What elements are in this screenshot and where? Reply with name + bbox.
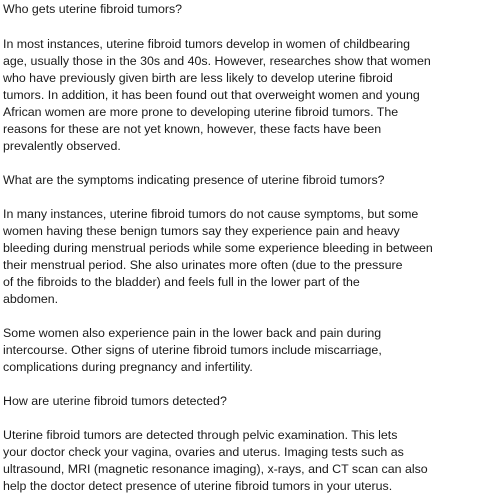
paragraph-line: complications during pregnancy and infertility. [3,360,253,374]
paragraph-line: help the doctor detect presence of uterine fibroid tumors in your uterus. [3,479,393,493]
paragraph-symptoms [3,206,485,308]
paragraph-line: African women are more prone to developing uterine fibroid tumors. The [3,105,399,119]
paragraph-line: of the fibroids to the bladder) and feels full in the lower part of the [3,275,360,289]
paragraph-line: age, usually those in the 30s and 40s. However, researches show that women [3,54,431,68]
paragraph-detection [3,427,485,495]
heading-line: How are uterine fibroid tumors detected? [3,394,227,408]
paragraph-line: reasons for these are not yet known, however, these facts have been [3,122,382,136]
paragraph-risk-factors [3,36,485,155]
paragraph-line: intercourse. Other signs of uterine fibroid tumors include miscarriage, [3,343,382,357]
paragraph-line: women having these benign tumors say they experience pain and heavy [3,224,400,238]
paragraph-line: ultrasound, MRI (magnetic resonance imaging), x-rays, and CT scan can also [3,462,428,476]
paragraph-line: bleeding during menstrual periods while some experience bleeding in between [3,241,433,255]
heading-symptoms [3,172,485,189]
heading-detection [3,393,485,410]
heading-line: Who gets uterine fibroid tumors? [3,2,183,16]
paragraph-line: your doctor check your vagina, ovaries and uterus. Imaging tests such as [3,445,404,459]
paragraph-line: Some women also experience pain in the lower back and pain during [3,326,382,340]
paragraph-line: prevalently observed. [3,139,121,153]
heading-who-gets-fibroids [3,1,485,18]
paragraph-line: who have previously given birth are less likely to develop uterine fibroid [3,71,393,85]
paragraph-line: In many instances, uterine fibroid tumors do not cause symptoms, but some [3,207,419,221]
paragraph-line: tumors. In addition, it has been found out that overweight women and young [3,88,420,102]
paragraph-line: In most instances, uterine fibroid tumors develop in women of childbearing [3,37,411,51]
paragraph-line: their menstrual period. She also urinates more often (due to the pressure [3,258,403,272]
article-body [3,1,485,495]
paragraph-line: abdomen. [3,292,59,306]
heading-line: What are the symptoms indicating presence of uterine fibroid tumors? [3,173,385,187]
paragraph-other-signs [3,325,485,376]
paragraph-line: Uterine fibroid tumors are detected through pelvic examination. This lets [3,428,398,442]
